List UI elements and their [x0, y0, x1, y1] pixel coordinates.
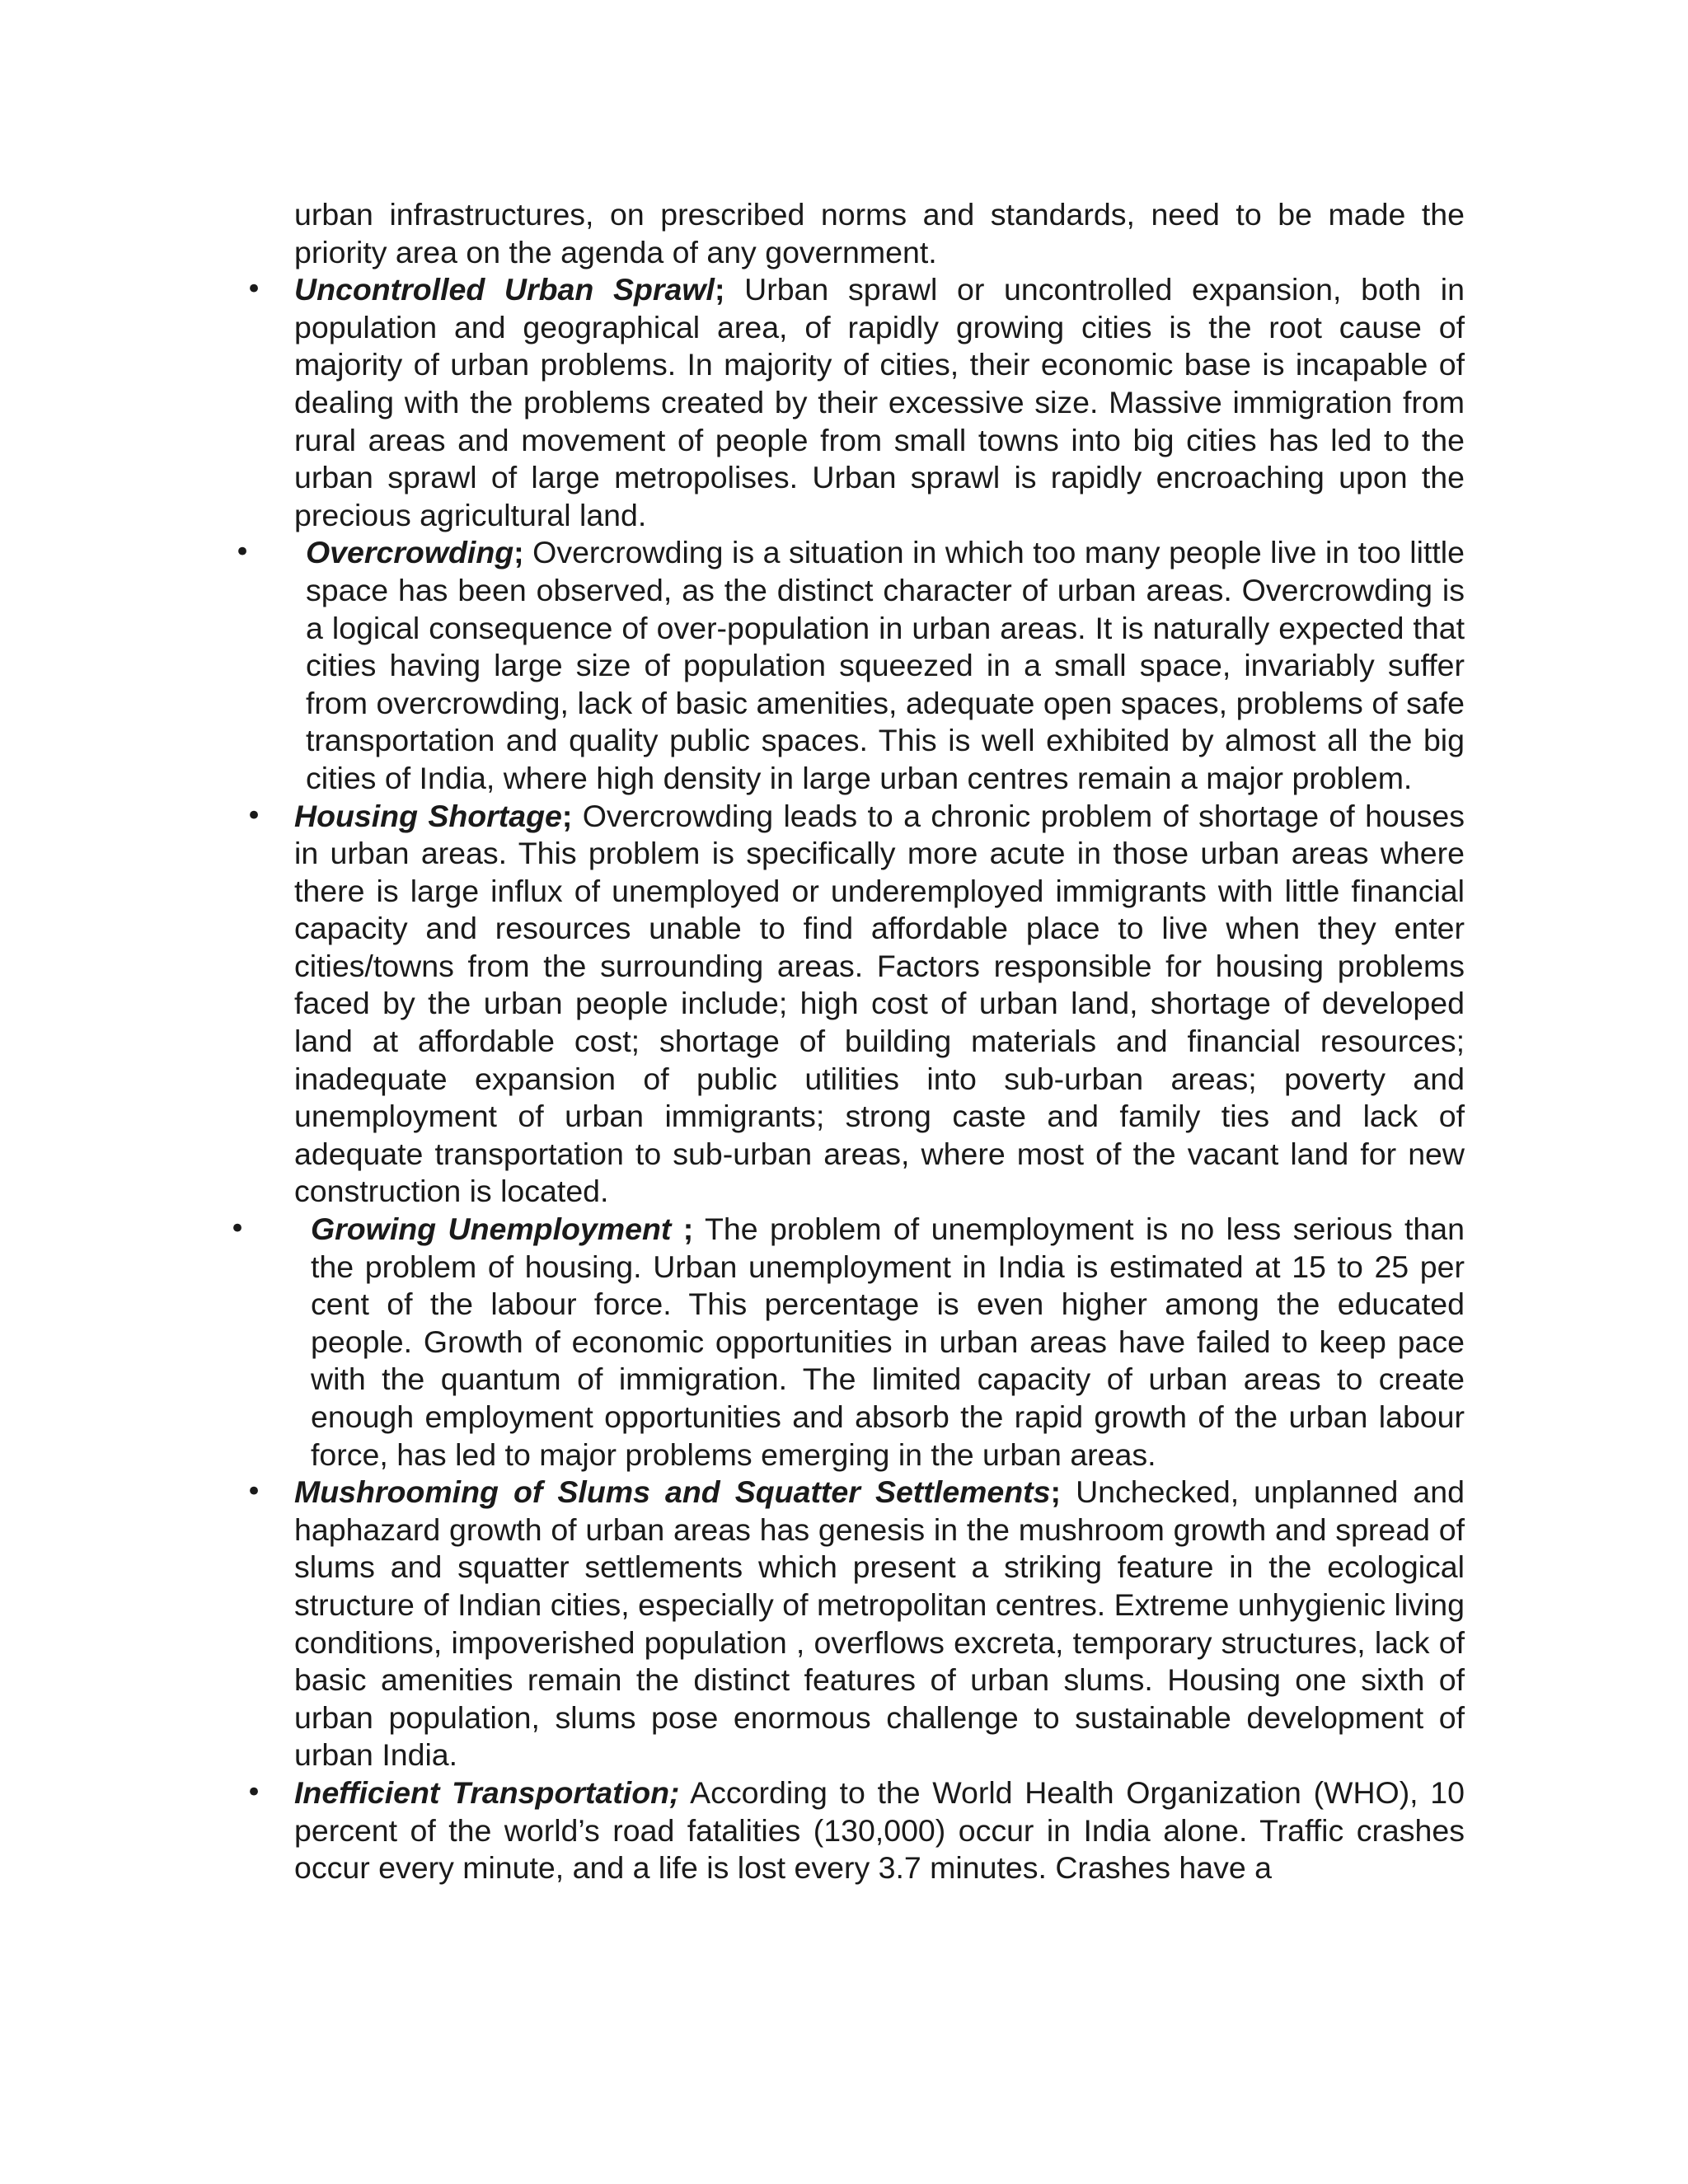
- bullet-icon: •: [228, 1212, 246, 1246]
- list-item-inefficient-transportation: [245, 1774, 1465, 1887]
- bullet-icon: •: [245, 273, 263, 307]
- bullet-icon: •: [245, 1475, 263, 1509]
- list-item-term: Inefficient Transportation;: [294, 1774, 680, 1810]
- list-item-separator: ;: [513, 535, 524, 570]
- list-item-uncontrolled-urban-sprawl: [245, 271, 1465, 534]
- list-item-term: Housing Shortage: [294, 798, 562, 833]
- urban-problems-list: [228, 271, 1465, 1887]
- intro-paragraph: urban infrastructures, on prescribed norms and standards, need to be made the priority area on the agenda of any government.: [294, 197, 1465, 269]
- list-item-separator: ;: [1050, 1474, 1062, 1510]
- list-item-separator: ;: [671, 1212, 694, 1247]
- list-item-separator: ;: [561, 798, 573, 833]
- bullet-icon: •: [245, 799, 263, 832]
- list-item-text: The problem of unemployment is no less serious than the problem of housing. Urban unemployment in India is estimated at 15 to 25 per cent of the labour force. This percentage is even higher among the educated people. Growth of economic opportunities in urban areas have failed to keep pace with the quantum of immigration. The limited capacity of urban areas to create enough employment opportunities and absorb the rapid growth of the urban labour force, has led to major problems emerging in the urban areas.: [311, 1212, 1465, 1472]
- list-item-mushrooming-of-slums: [245, 1474, 1465, 1774]
- list-item-term: Overcrowding: [306, 535, 514, 570]
- list-item-text: According to the World Health Organization (WHO), 10 percent of the world’s road fatalities (130,000) occur in India alone. Traffic crashes occur every minute, and a life is lost every 3.7 minutes. Crashes have a: [294, 1774, 1465, 1886]
- list-item-term: Uncontrolled Urban Sprawl: [294, 272, 715, 307]
- list-item-text: Overcrowding leads to a chronic problem of shortage of houses in urban areas. This problem is specifically more acute in those urban areas where there is large influx of unemployed or underemployed immigrants with little financial capacity and resources unable to find affordable place to live when they enter cities/towns from the surrounding areas. Factors responsible for housing problems faced by the urban people include; high cost of urban land, shortage of developed land at affordable cost; shortage of building materials and financial resources; inadequate expansion of public utilities into sub-urban areas; poverty and unemployment of urban immigrants; strong caste and family ties and lack of adequate transportation to sub-urban areas, where most of the vacant land for new construction is located.: [294, 798, 1465, 1209]
- list-item-term: Mushrooming of Slums and Squatter Settlements: [294, 1474, 1051, 1510]
- bullet-icon: •: [245, 1775, 263, 1809]
- list-item-growing-unemployment: [228, 1211, 1465, 1474]
- list-item-term: Growing Unemployment: [311, 1212, 672, 1247]
- list-item-text: Unchecked, unplanned and haphazard growth of urban areas has genesis in the mushroom growth and spread of slums and squatter settlements which present a striking feature in the ecological structure of Indian cities, especially of metropolitan centres. Extreme unhygienic living conditions, impoverished population , overflows excreta, temporary structures, lack of basic amenities remain the distinct features of urban slums. Housing one sixth of urban population, slums pose enormous challenge to sustainable development of urban India.: [294, 1474, 1465, 1773]
- document-body: [228, 196, 1465, 1887]
- list-item-overcrowding: [233, 534, 1465, 797]
- list-item-text: Urban sprawl or uncontrolled expansion, both in population and geographical area, of rapidly growing cities is the root cause of majority of urban problems. In majority of cities, their economic base is incapable of dealing with the problems created by their excessive size. Massive immigration from rural areas and movement of people from small towns into big cities has led to the urban sprawl of large metropolises. Urban sprawl is rapidly encroaching upon the precious agricultural land.: [294, 272, 1465, 532]
- list-item-separator: ;: [714, 272, 725, 307]
- bullet-icon: •: [233, 536, 251, 569]
- list-item-text: Overcrowding is a situation in which too many people live in too little space has been observed, as the distinct character of urban areas. Overcrowding is a logical consequence of over-population in urban areas. It is naturally expected that cities having large size of population squeezed in a small space, invariably suffer from overcrowding, lack of basic amenities, adequate open spaces, problems of safe transportation and quality public spaces. This is well exhibited by almost all the big cities of India, where high density in large urban centres remain a major problem.: [306, 535, 1465, 795]
- list-item-housing-shortage: [245, 798, 1465, 1212]
